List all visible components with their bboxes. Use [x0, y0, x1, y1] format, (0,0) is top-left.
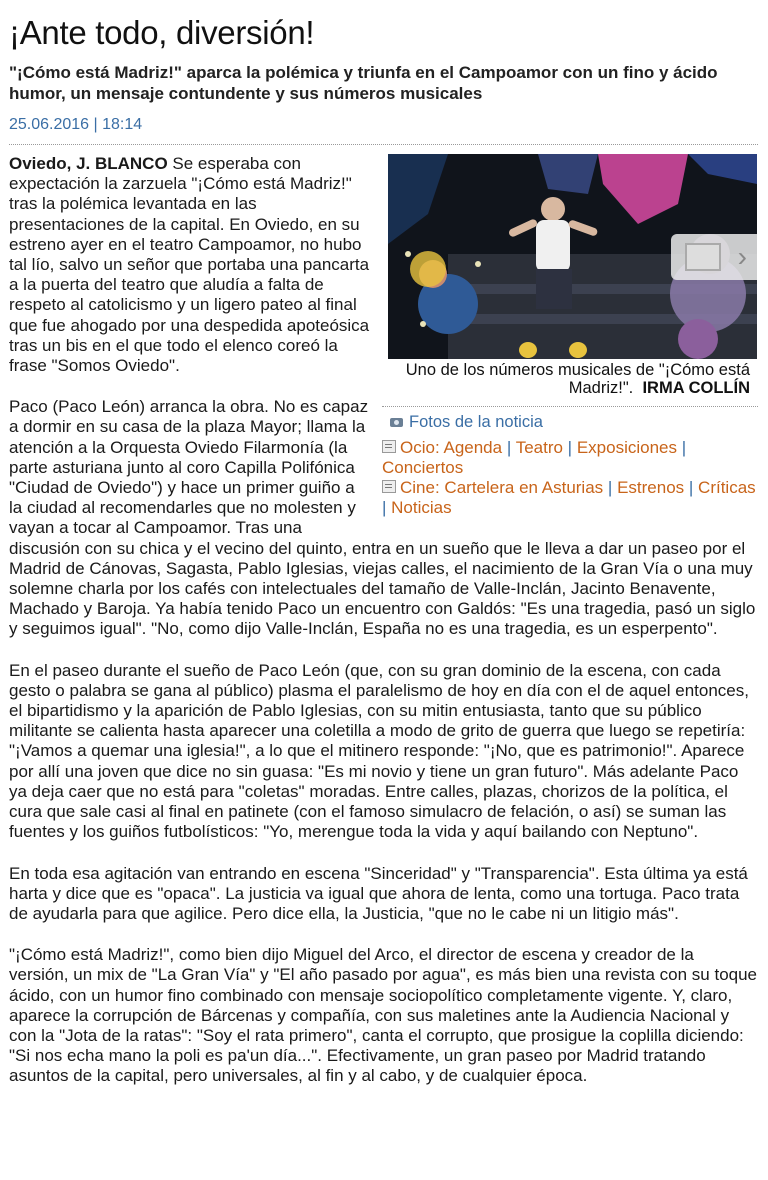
link-agenda[interactable]: Agenda [443, 438, 503, 458]
photos-link[interactable] [382, 412, 758, 432]
article-subtitle: "¡Cómo está Madriz!" aparca la polémica y triunfa en el Campoamor con un fino y ácido humor, un mensaje contundente y sus números musicales [9, 63, 718, 103]
divider [9, 144, 758, 145]
chevron-right-icon: › [737, 241, 747, 272]
camera-icon [390, 418, 403, 427]
separator: | [681, 438, 687, 458]
link-teatro[interactable]: Teatro [515, 438, 563, 458]
photo-caption [382, 361, 758, 397]
cine-links [382, 478, 758, 518]
photo-credit: IRMA COLLÍN [642, 379, 750, 397]
article-page [0, 14, 768, 1087]
body-paragraph: En toda esa agitación van entrando en escena "Sinceridad" y "Transparencia". Esta última ya está harta y dice que es "opaca". La justicia va igual que ahora de lenta, como una tortuga. Paco trata de ayudarla para que agilice. Pero dice ella, la Justicia, "que no le cabe ni un litigio más". [9, 863, 748, 923]
body-paragraph: Paco (Paco León) arranca la obra. No es capaz a dormir en su casa de la plaza Mayor; llama la atención a la Orquesta Oviedo Filarmonía (la parte asturiana junto al coro Capilla Polifónica "Ciudad de Oviedo") y hace un primer guiño a la ciudad al recomendarles que no molesten y vayan a tocar al Campoamor. Tras una discusión con su chica y el vecino del quinto, entra en un sueño que le lleva a dar un paseo por el Madrid de Cánovas, Sagasta, Pablo Iglesias, viejas calles, el nacimiento de la Gran Vía o una muy solemne charla por los cafés con intelectuales del tamaño de Valle-Inclán, Jacinto Benavente, Machado y Baroja. Ya había tenido Paco un encuentro con Galdós: "Es una tragedia, pasó un siglo y seguimos igual". "No, como dijo Valle-Inclán, España no es una tragedia, es un esperpento". [9, 397, 756, 639]
photo-caption-text: Uno de los números musicales de "¡Cómo está Madriz!". [405, 361, 750, 397]
separator: | [506, 438, 512, 458]
link-conciertos[interactable]: Conciertos [382, 458, 464, 478]
lead-text: Se esperaba con expectación la zarzuela "¡Cómo está Madriz!" tras la polémica levantada en las presentaciones de la capital. En Oviedo, en su estreno ayer en el teatro Campoamor, no hubo tal lío, salvo un señor que portaba una pancarta a la puerta del teatro que aludía a falta de respeto al catolicismo y un ligero pateo al final que fue ahogado por una despedida apoteósica tras un bis en el que todo el elenco coreó la frase "Somos Oviedo". [9, 154, 370, 376]
ocio-links [382, 438, 758, 478]
separator: | [382, 498, 387, 518]
section-icon [382, 440, 396, 453]
gallery-next-button[interactable] [671, 234, 757, 280]
article-title: ¡Ante todo, diversión! [9, 14, 315, 51]
section-icon [382, 480, 396, 493]
separator: | [607, 478, 613, 498]
divider [382, 406, 758, 407]
body-paragraph: "¡Cómo está Madriz!", como bien dijo Miguel del Arco, el director de escena y creador de la versión, un mix de "La Gran Vía" y "El año pasado por agua", es más bien una revista con su toque ácido, con un humor fino combinado con mensaje sociopolítico completamente vigente. Y, claro, aparece la corrupción de Bárcenas y compañía, con sus maletines ante la Audiencia Nacional y con la "Jota de la ratas": "Soy el rata primero", canta el corrupto, que prosigue la coplilla diciendo: "Si nos echa mano la poli es pa'un día...". Efectivamente, un gran paseo por Madrid tratando asuntos de la capital, pero universales, al fin y al cabo, y de cualquier época. [9, 945, 758, 1086]
byline: Oviedo, J. BLANCO [9, 154, 168, 173]
photos-link-label: Fotos de la noticia [409, 413, 543, 431]
body-paragraph: En el paseo durante el sueño de Paco León (que, con su gran dominio de la escena, con cada gesto o palabra se gana al público) plasma el paralelismo de hoy en día con el de aquel entonces, el bipartidismo y la aparición de Pablo Iglesias, con su mitin entusiasta, tanto que su público militante se calienta hasta aparecer una coletilla a modo de grito de guerra que luego se repetiría: "¡Vamos a quemar una iglesia!", a lo que el mitinero responde: "¡No, que es patrimonio!". Aparece por allí una joven que dice no sin guasa: "Es mi novio y tiene un gran futuro". Más adelante Paco ya deja caer que no está para "coletas" moradas. Entre calles, plazas, chorizos de la política, el cura que sale casi al final en patinete (con el famoso simulacro de felación, o así) se suman las fuentes y los guiños futbolísticos: "Yo, merengue toda la vida y aquí bailando con Neptuno". [9, 660, 749, 842]
link-exposiciones[interactable]: Exposiciones [576, 438, 677, 458]
link-criticas[interactable]: Críticas [698, 478, 756, 498]
article-photo[interactable] [388, 154, 757, 359]
link-cartelera[interactable]: Cartelera en Asturias [444, 478, 604, 498]
separator: | [688, 478, 694, 498]
article-aside [382, 154, 758, 518]
link-noticias[interactable]: Noticias [391, 498, 452, 518]
separator: | [567, 438, 573, 458]
cine-label: Cine: [400, 478, 440, 498]
ocio-label: Ocio: [400, 438, 440, 458]
article-date: 25.06.2016 | 18:14 [9, 116, 143, 133]
link-estrenos[interactable]: Estrenos [617, 478, 685, 498]
article-body [9, 154, 758, 1087]
gallery-icon [685, 243, 721, 271]
